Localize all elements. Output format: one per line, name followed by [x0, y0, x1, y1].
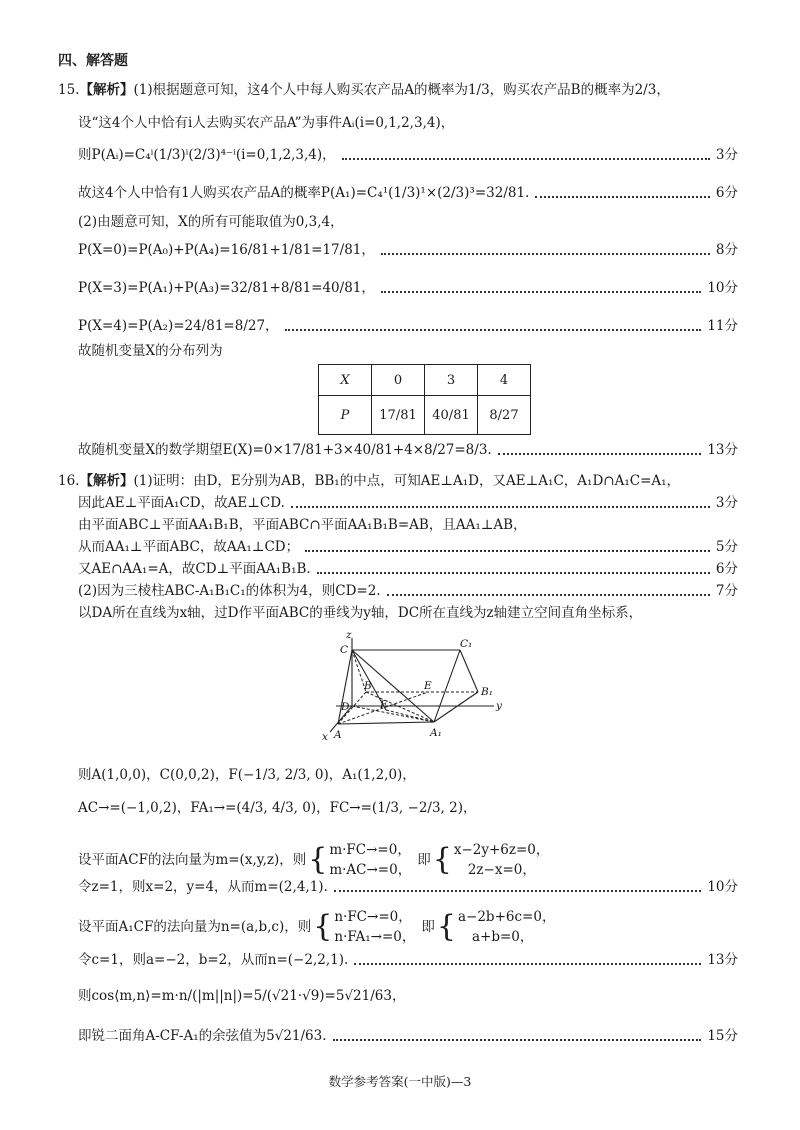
table-cell: P [319, 396, 372, 435]
label-b: B [364, 680, 372, 692]
leader-dots [317, 572, 710, 574]
label-y: y [496, 700, 502, 712]
q15-line-8: P(X=4)=P(A₂)=24/81=8/27， 11分 [78, 318, 738, 334]
q16-first-line [58, 471, 680, 491]
condition-system: n·FC→=0， n·FA₁→=0， [334, 909, 416, 945]
leader-dots [381, 253, 710, 255]
q15-line-9: 故随机变量X的分布列为 [78, 343, 223, 359]
left-brace: { [436, 909, 456, 944]
q16-line-15: 即锐二面角A-CF-A₁的余弦值为5√21/63. 15分 [78, 1028, 738, 1044]
q16-tag: 【解析】 [79, 473, 134, 489]
q15-first-line [58, 80, 670, 100]
q16-line-3: 由平面ABC⊥平面AA₁B₁B，平面ABC∩平面AA₁B₁B=AB，且AA₁⊥AB， [78, 517, 527, 533]
prism-figure [310, 630, 510, 745]
score-label: 8分 [715, 242, 738, 258]
leader-dots [285, 329, 702, 331]
q16-line-5: 又AE∩AA₁=A，故CD⊥平面AA₁B₁B. 6分 [78, 561, 738, 577]
edge-b-a1 [366, 692, 434, 722]
edge-d-a1 [352, 706, 434, 722]
leader-dots [535, 196, 710, 198]
page-footer: 数学参考答案(一中版)—3 [328, 1074, 472, 1089]
q15-line-3: 则P(Aᵢ)=C₄ⁱ(1/3)ⁱ(2/3)⁴⁻ⁱ(i=0,1,2,3,4)， 3分 [78, 147, 738, 163]
q16-line-9: AC→=(−1,0,2)，FA₁→=(4/3, 4/3, 0)，FC→=(1/3, −2/3, 2)， [78, 800, 477, 816]
q15-line-5: (2)由题意可知，X的所有可能取值为0,3,4， [78, 214, 344, 230]
q16-line-6: (2)因为三棱柱ABC-A₁B₁C₁的体积为4，则CD=2. 7分 [78, 583, 738, 599]
leader-dots [381, 291, 701, 293]
leader-dots [354, 963, 701, 965]
score-label: 7分 [715, 583, 738, 599]
label-b1: B₁ [481, 686, 493, 698]
leader-dots [498, 453, 702, 455]
table-row [319, 365, 531, 396]
q15-tag: 【解析】 [79, 82, 134, 98]
label-a: A [334, 729, 342, 741]
q16-line-8: 则A(1,0,0)，C(0,0,2)，F(−1/3, 2/3, 0)，A₁(1,2,0)， [78, 767, 416, 783]
q15-line-10: 故随机变量X的数学期望E(X)=0×17/81+3×40/81+4×8/27=8/3. 13分 [78, 442, 738, 458]
q15-line-4: 故这4个人中恰有1人购买农产品A的概率P(A₁)=C₄¹(1/3)¹×(2/3)³=32/81. 6分 [78, 185, 738, 201]
leader-dots [387, 594, 710, 596]
label-c1: C₁ [460, 638, 473, 650]
q16-line-10: 设平面ACF的法向量为m=(x,y,z)，则 { m·FC→=0， m·AC→=0， 即 { x−2y+6z=0， 2z−x=0， [78, 842, 550, 878]
q15-line-6: P(X=0)=P(A₀)+P(A₄)=16/81+1/81=17/81， 8分 [78, 242, 738, 258]
leader-dots [305, 550, 710, 552]
q16-line-14: 则cos⟨m,n⟩=m·n/(|m||n|)=5/(√21·√9)=5√21/63， [78, 988, 406, 1004]
distribution-table [318, 364, 531, 435]
score-label: 3分 [715, 147, 738, 163]
q16-line-7: 以DA所在直线为x轴，过D作平面ABC的垂线为y轴，DC所在直线为z轴建立空间直角坐标系， [78, 605, 643, 621]
leader-dots [342, 158, 710, 160]
table-cell: X [319, 365, 372, 396]
label-x: x [322, 731, 328, 743]
label-f: F [380, 699, 388, 711]
q16-line-4: 从而AA₁⊥平面ABC，故AA₁⊥CD； 5分 [78, 539, 738, 555]
q16-number: 16. [58, 473, 80, 489]
table-row [319, 396, 531, 435]
equation-system: x−2y+6z=0， 2z−x=0， [453, 842, 550, 878]
score-label: 13分 [707, 442, 738, 458]
q15-line-2: 设“这4个人中恰有i人去购买农产品A”为事件Aᵢ(i=0,1,2,3,4)， [78, 115, 455, 131]
table-cell: 0 [372, 365, 425, 396]
score-label: 13分 [707, 952, 738, 968]
score-label: 6分 [715, 561, 738, 577]
table-cell: 4 [478, 365, 531, 396]
condition-system: m·FC→=0， m·AC→=0， [329, 842, 412, 878]
leader-dots [291, 506, 710, 508]
q16-line-13: 令c=1，则a=−2，b=2，从而n=(−2,2,1). 13分 [78, 952, 738, 968]
left-brace: { [313, 909, 333, 944]
leader-dots [334, 890, 701, 892]
score-label: 5分 [715, 539, 738, 555]
q16-line-11: 令z=1，则x=2，y=4，从而m=(2,4,1). 10分 [78, 879, 738, 895]
score-label: 10分 [707, 879, 738, 895]
label-z: z [346, 630, 352, 641]
left-brace: { [308, 842, 328, 877]
score-label: 6分 [715, 185, 738, 201]
edge-a-a1 [338, 722, 434, 724]
edge-c1-b1 [460, 650, 478, 692]
label-a1: A₁ [430, 727, 442, 739]
score-label: 3分 [715, 495, 738, 511]
q15-number: 15. [58, 82, 80, 98]
score-label: 15分 [707, 1028, 738, 1044]
table-cell: 8/27 [478, 396, 531, 435]
q16-line-1: (1)证明：由D，E分别为AB，BB₁的中点，可知AE⊥A₁D，又AE⊥A₁C，A₁D∩A₁C=A₁， [133, 473, 681, 489]
label-d: D [341, 701, 350, 713]
score-label: 10分 [707, 280, 738, 296]
edge-a1-b1 [434, 692, 478, 722]
q16-line-2: 因此AE⊥平面A₁CD，故AE⊥CD. 3分 [78, 495, 738, 511]
section-title: 四、解答题 [58, 53, 128, 69]
q15-line-7: P(X=3)=P(A₁)+P(A₃)=32/81+8/81=40/81， 10分 [78, 280, 738, 296]
q15-line-1: (1)根据题意可知，这4个人中每人购买农产品A的概率为1/3，购买农产品B的概率为2/3， [133, 82, 670, 98]
label-c: C [340, 644, 349, 656]
table-cell: 40/81 [425, 396, 478, 435]
table-cell: 3 [425, 365, 478, 396]
score-label: 11分 [707, 318, 738, 334]
equation-system: a−2b+6c=0， a+b=0， [457, 909, 556, 945]
q16-line-12: 设平面A₁CF的法向量为n=(a,b,c)，则 { n·FC→=0， n·FA₁→=0， 即 { a−2b+6c=0， a+b=0， [78, 909, 556, 945]
leader-dots [333, 1039, 702, 1041]
label-e: E [424, 680, 432, 692]
table-cell: 17/81 [372, 396, 425, 435]
edge-c1-a1 [434, 650, 460, 722]
left-brace: { [432, 842, 452, 877]
